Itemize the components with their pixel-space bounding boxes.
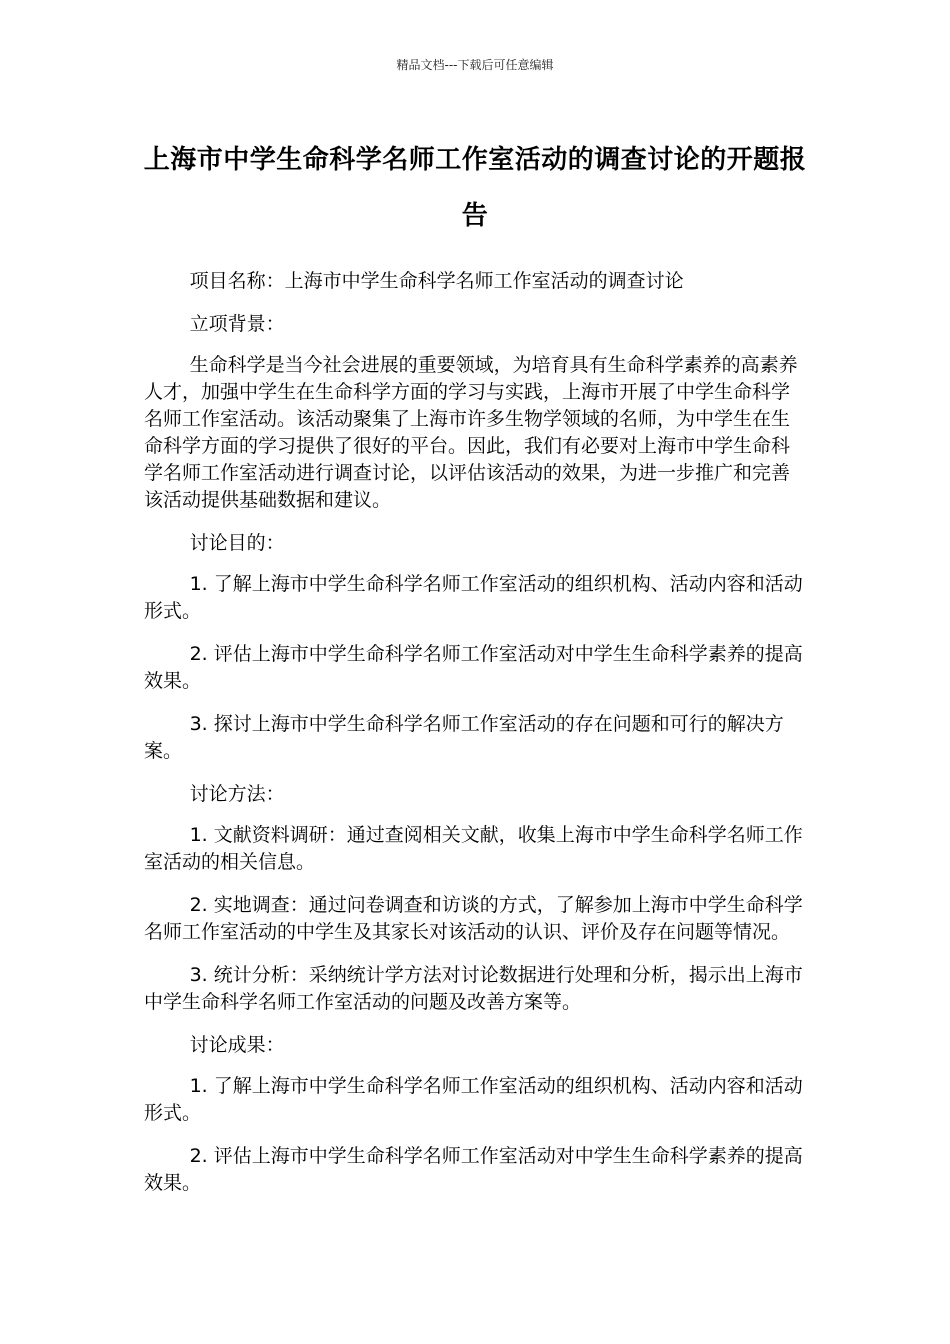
purpose-item-3: 3. 探讨上海市中学生命科学名师工作室活动的存在问题和可行的解决方案。 [144, 713, 784, 762]
purpose-item-2: 2. 评估上海市中学生命科学名师工作室活动对中学生生命科学素养的提高效果。 [144, 643, 803, 692]
header-note: 精品文档---下载后可任意编辑 [396, 58, 554, 72]
project-name-paragraph: 项目名称：上海市中学生命科学名师工作室活动的调查讨论 [189, 270, 684, 292]
method-item-3: 3. 统计分析：采纳统计学方法对讨论数据进行处理和分析，揭示出上海市中学生命科学名师工作室活动的问题及改善方案等。 [144, 964, 803, 1013]
document-title: 上海市中学生命科学名师工作室活动的调查讨论的开题报告 [143, 145, 807, 231]
purpose-item-1: 1. 了解上海市中学生命科学名师工作室活动的组织机构、活动内容和活动形式。 [144, 573, 803, 622]
results-item-2: 2. 评估上海市中学生命科学名师工作室活动对中学生生命科学素养的提高效果。 [144, 1145, 803, 1194]
results-heading: 讨论成果： [189, 1034, 285, 1056]
document-body [144, 268, 804, 1213]
background-paragraph: 生命科学是当今社会进展的重要领域，为培育具有生命科学素养的高素养人才，加强中学生在生命科学方面的学习与实践，上海市开展了中学生命科学名师工作室活动。该活动聚集了上海市许多生物学领域的名师，为中学生在生命科学方面的学习提供了很好的平台。因此，我们有必要对上海市中学生命科学名师工作室活动进行调查讨论，以评估该活动的效果，为进一步推广和完善该活动提供基础数据和建议。 [144, 354, 798, 511]
results-item-1: 1. 了解上海市中学生命科学名师工作室活动的组织机构、活动内容和活动形式。 [144, 1075, 803, 1124]
method-item-2: 2. 实地调查：通过问卷调查和访谈的方式，了解参加上海市中学生命科学名师工作室活动的中学生及其家长对该活动的认识、评价及存在问题等情况。 [144, 894, 803, 943]
method-heading: 讨论方法： [189, 783, 285, 805]
background-heading: 立项背景： [189, 313, 285, 335]
method-item-1: 1. 文献资料调研：通过查阅相关文献，收集上海市中学生命科学名师工作室活动的相关信息。 [144, 824, 803, 873]
purpose-heading: 讨论目的： [189, 532, 285, 554]
